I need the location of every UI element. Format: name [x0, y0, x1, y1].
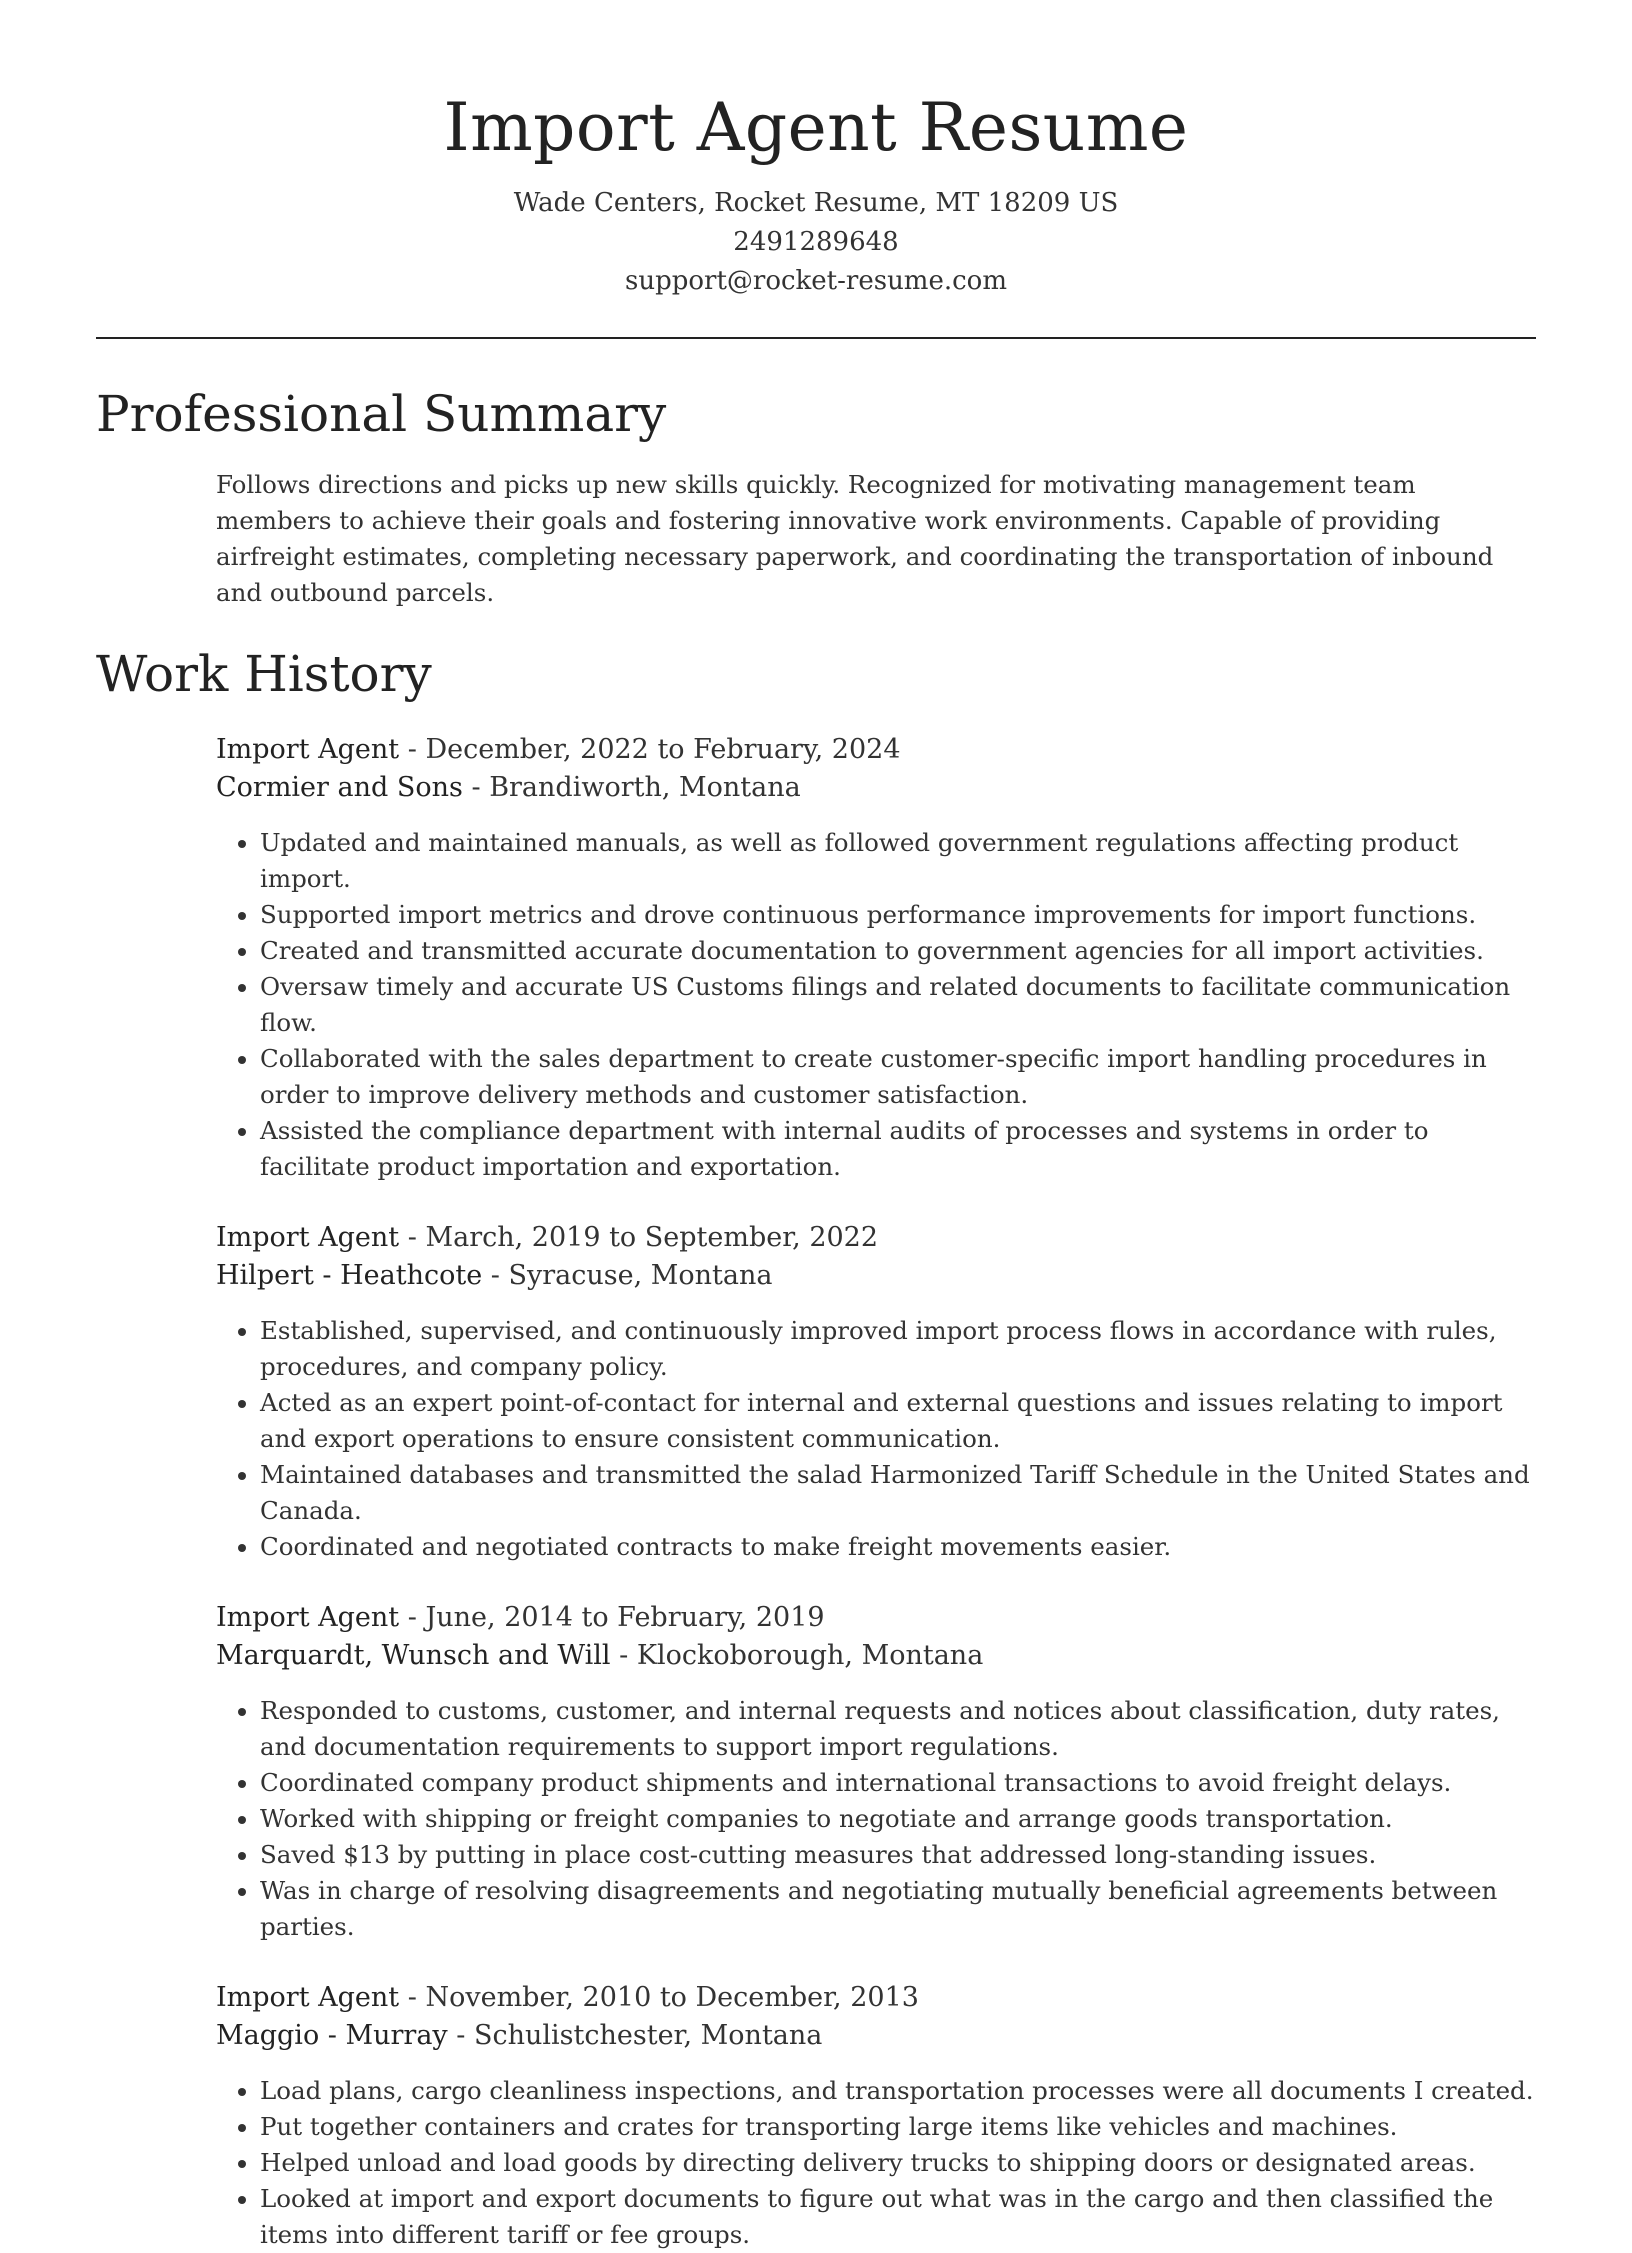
job-company-line: Maggio - Murray - Schulistchester, Montana: [216, 2020, 823, 2051]
job-company-line: Cormier and Sons - Brandiworth, Montana: [216, 772, 801, 803]
work-history-heading: Work History: [96, 645, 432, 703]
summary-heading: Professional Summary: [96, 385, 667, 443]
job-dates: November, 2010 to December, 2013: [425, 1982, 919, 2013]
job-company: Hilpert - Heathcote: [216, 1260, 483, 1291]
job-bullet: • Assisted the compliance department with internal audits of processes and systems in order to facilitate product importation and exportation.: [260, 1113, 1536, 1185]
contact-phone: 2491289648: [733, 227, 899, 257]
job-entry: [216, 1219, 1536, 1565]
job-dates: June, 2014 to February, 2019: [425, 1602, 825, 1633]
job-location: Klockoborough, Montana: [636, 1640, 984, 1671]
job-company-line: Hilpert - Heathcote - Syracuse, Montana: [216, 1260, 773, 1291]
job-bullet: • Established, supervised, and continuously improved import process flows in accordance with rules, procedures, and company policy.: [260, 1313, 1536, 1385]
job-dates: March, 2019 to September, 2022: [425, 1222, 879, 1253]
job-location: Syracuse, Montana: [508, 1260, 773, 1291]
job-bullet: • Collaborated with the sales department to create customer-specific import handling procedures in order to improve delivery methods and customer satisfaction.: [260, 1041, 1536, 1113]
job-title: Import Agent: [216, 1982, 400, 2013]
header-divider: [96, 337, 1536, 339]
job-bullet: • Helped unload and load goods by directing delivery trucks to shipping doors or designated areas.: [260, 2145, 1536, 2181]
job-entry: [216, 1979, 1536, 2253]
job-bullets: [216, 1693, 1536, 1945]
job-bullet: • Load plans, cargo cleanliness inspections, and transportation processes were all documents I created.: [260, 2073, 1536, 2109]
job-bullet: • Maintained databases and transmitted the salad Harmonized Tariff Schedule in the United States and Canada.: [260, 1457, 1536, 1529]
job-company-line: Marquardt, Wunsch and Will - Klockoborough, Montana: [216, 1640, 984, 1671]
job-bullet: • Responded to customs, customer, and internal requests and notices about classification, duty rates, and documentation requirements to support import regulations.: [260, 1693, 1536, 1765]
job-title-line: Import Agent - December, 2022 to February, 2024: [216, 734, 901, 765]
job-title-line: Import Agent - June, 2014 to February, 2019: [216, 1602, 825, 1633]
job-bullet: • Put together containers and crates for transporting large items like vehicles and machines.: [260, 2109, 1536, 2145]
job-bullets: [216, 2073, 1536, 2253]
resume-page: [96, 0, 1536, 2253]
job-entry: [216, 731, 1536, 1185]
job-bullet: • Looked at import and export documents to figure out what was in the cargo and then classified the items into different tariff or fee groups.: [260, 2181, 1536, 2253]
job-company: Marquardt, Wunsch and Will: [216, 1640, 611, 1671]
job-company: Maggio - Murray: [216, 2020, 448, 2051]
job-bullets: [216, 825, 1536, 1185]
resume-header: [96, 0, 1536, 301]
job-title: Import Agent: [216, 734, 400, 765]
job-title-line: Import Agent - March, 2019 to September, 2022: [216, 1222, 879, 1253]
job-title-line: Import Agent - November, 2010 to December, 2013: [216, 1982, 919, 2013]
job-entry: [216, 1599, 1536, 1945]
job-bullet: • Supported import metrics and drove continuous performance improvements for import functions.: [260, 897, 1536, 933]
job-company: Cormier and Sons: [216, 772, 463, 803]
job-bullet: • Created and transmitted accurate documentation to government agencies for all import activities.: [260, 933, 1536, 969]
contact-address: Wade Centers, Rocket Resume, MT 18209 US: [513, 188, 1119, 218]
job-title: Import Agent: [216, 1222, 400, 1253]
job-bullet: • Was in charge of resolving disagreements and negotiating mutually beneficial agreements between parties.: [260, 1873, 1536, 1945]
job-location: Schulistchester, Montana: [474, 2020, 823, 2051]
job-bullet: • Coordinated company product shipments and international transactions to avoid freight delays.: [260, 1765, 1536, 1801]
contact-block: [96, 184, 1536, 301]
job-bullets: [216, 1313, 1536, 1565]
resume-title: Import Agent Resume: [443, 89, 1189, 166]
job-bullet: • Oversaw timely and accurate US Customs filings and related documents to facilitate communication flow.: [260, 969, 1536, 1041]
summary-text: Follows directions and picks up new skills quickly. Recognized for motivating management team members to achieve their goals and fostering innovative work environments. Capable of providing airfreight estimates, completing necessary paperwork, and coordinating the transportation of inbound and outbound parcels.: [216, 470, 1494, 607]
job-dates: December, 2022 to February, 2024: [425, 734, 901, 765]
job-bullet: • Saved $13 by putting in place cost-cutting measures that addressed long-standing issues.: [260, 1837, 1536, 1873]
job-title: Import Agent: [216, 1602, 400, 1633]
job-bullet: • Acted as an expert point-of-contact for internal and external questions and issues relating to import and export operations to ensure consistent communication.: [260, 1385, 1536, 1457]
job-bullet: • Coordinated and negotiated contracts to make freight movements easier.: [260, 1529, 1536, 1565]
job-location: Brandiworth, Montana: [489, 772, 801, 803]
job-bullet: • Updated and maintained manuals, as well as followed government regulations affecting product import.: [260, 825, 1536, 897]
job-bullet: • Worked with shipping or freight companies to negotiate and arrange goods transportation.: [260, 1801, 1536, 1837]
contact-email: support@rocket-resume.com: [624, 266, 1007, 296]
